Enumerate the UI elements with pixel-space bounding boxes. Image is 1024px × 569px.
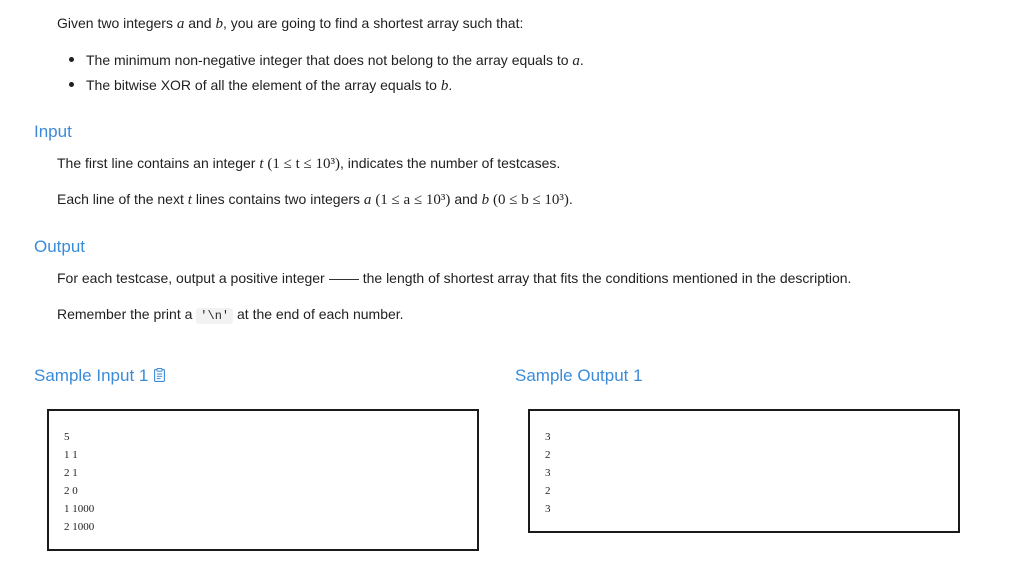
sample-output-heading: Sample Output 1 [515,366,643,385]
problem-intro [57,14,523,33]
condition-2: The bitwise XOR of all the element of the array equals to b. [86,77,453,94]
sample-output-line: 3 [545,503,551,515]
input-heading: Input [34,122,72,141]
clipboard-icon[interactable] [154,366,165,380]
sample-output-line: 2 [545,485,551,497]
b-constraint: (0 ≤ b ≤ 10³) [492,192,569,208]
sample-output-box[interactable] [528,409,960,533]
sample-input-line: 1 1 [64,449,78,461]
var-b: b [215,16,223,32]
sample-output-line: 3 [545,467,551,479]
sample-output-line: 2 [545,449,551,461]
sample-input-line: 5 [64,431,70,443]
sample-input-box[interactable] [47,409,479,551]
sample-output-line: 3 [545,431,551,443]
sample-input-line: 2 1000 [64,521,95,533]
input-line-1: The first line contains an integer t (1 ≤ t ≤ 10³), indicates the number of testcases. [57,155,561,172]
sample-input-line: 2 0 [64,485,78,497]
sample-input-heading: Sample Input 1 [34,365,165,387]
intro-text: Given two integers [57,15,177,31]
bullet-dot [69,82,74,87]
intro-post: , you are going to find a shortest array such that: [222,15,524,31]
em-dash [329,279,359,280]
intro-and: and [184,15,216,31]
output-line-2: Remember the print a '\n' at the end of each number. [57,306,404,323]
output-heading: Output [34,237,86,256]
newline-code: '\n' [196,308,233,324]
sample-input-content [64,428,94,536]
sample-input-line: 1 1000 [64,503,95,515]
t-constraint: (1 ≤ t ≤ 10³) [267,156,341,172]
input-line-2: Each line of the next t lines contains two integers a (1 ≤ a ≤ 10³) and b (0 ≤ b ≤ 10³). [57,191,573,208]
bullet-dot [69,57,74,62]
a-constraint: (1 ≤ a ≤ 10³) [375,192,451,208]
sample-input-line: 2 1 [64,467,78,479]
output-line-1: For each testcase, output a positive integer the length of shortest array that fits the conditions mentioned in the description. [57,270,852,286]
sample-output-content [545,428,551,518]
condition-1: The minimum non-negative integer that does not belong to the array equals to a. [86,52,584,69]
var-a: a [176,16,185,32]
